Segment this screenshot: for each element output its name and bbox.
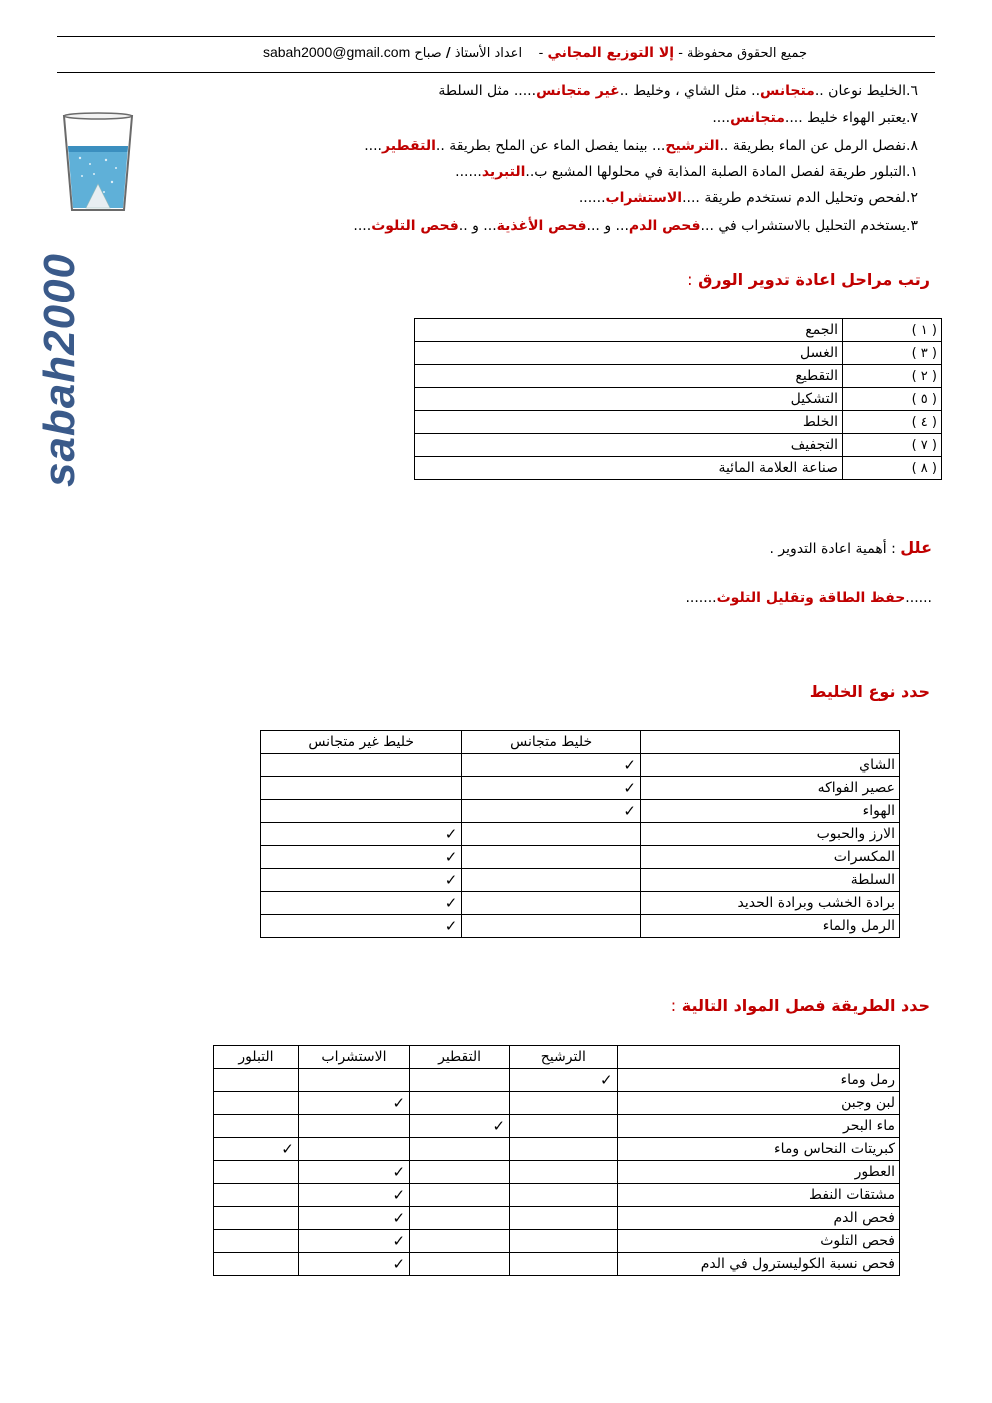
question-line (290, 164, 930, 186)
mixture-item-cell: الهواء (640, 800, 899, 823)
separation-item-cell: فحص الدم (617, 1207, 899, 1230)
separation-row (214, 1161, 900, 1184)
justify-answer: حفظ الطاقة وتقليل التلوث (716, 590, 906, 606)
question-text: .... (712, 110, 731, 126)
separation-title-text: حدد الطريقة فصل المواد التالية (681, 996, 930, 1015)
check-mark-icon: ✓ (444, 825, 458, 843)
mixture-row (261, 915, 900, 938)
mixture-item-cell: الارز والحبوب (640, 823, 899, 846)
question-line (290, 190, 930, 212)
separation-header-cell (617, 1046, 899, 1069)
method-cell (214, 1115, 299, 1138)
answer-text: متجانس (730, 110, 785, 126)
method-cell (298, 1253, 409, 1276)
answer-text: فحص الأغذية (496, 218, 587, 234)
method-cell (410, 1092, 510, 1115)
heterogeneous-cell (261, 823, 462, 846)
separation-row (214, 1230, 900, 1253)
check-mark-icon: ✓ (444, 917, 458, 935)
check-mark-icon: ✓ (392, 1232, 406, 1250)
question-line (290, 138, 930, 160)
method-cell (214, 1184, 299, 1207)
question-text: ... و .. (458, 218, 497, 234)
question-text: يعتبر الهواء خليط .... (784, 110, 906, 126)
answer-text: الترشيح (665, 138, 720, 154)
recycling-title (687, 270, 930, 289)
question-number: ١. (906, 164, 918, 180)
method-cell (214, 1230, 299, 1253)
page-header (57, 44, 807, 66)
separation-header-cell: الترشيح (510, 1046, 618, 1069)
recycling-title-text: رتب مراحل اعادة تدوير الورق (698, 270, 930, 289)
method-cell (410, 1069, 510, 1092)
method-cell (410, 1161, 510, 1184)
watermark (10, 225, 90, 505)
separation-item-cell: لبن وجبن (617, 1092, 899, 1115)
recycling-row (415, 388, 942, 411)
step-cell: الخلط (415, 411, 843, 434)
step-cell: صناعة العلامة المائية (415, 457, 843, 480)
mixture-item-cell: برادة الخشب وبرادة الحديد (640, 892, 899, 915)
answer-dots: ....... (685, 590, 717, 606)
question-line (290, 110, 930, 132)
question-number: ٢. (906, 190, 918, 206)
question-number: ٧. (906, 110, 918, 126)
separation-item-cell: فحص التلوث (617, 1230, 899, 1253)
mixture-table (260, 730, 900, 938)
homogeneous-cell (462, 892, 641, 915)
recycling-table (414, 318, 942, 480)
check-mark-icon: ✓ (600, 1071, 613, 1089)
check-mark-icon: ✓ (392, 1255, 406, 1273)
separation-row (214, 1069, 900, 1092)
answer-text: متجانس (760, 83, 815, 99)
order-cell: ( ٨ ) (843, 457, 942, 480)
question-text: لفحص وتحليل الدم نستخدم طريقة .... (682, 190, 906, 206)
question-text: الخليط نوعان .. (814, 83, 906, 99)
order-cell: ( ٥ ) (843, 388, 942, 411)
separation-item-cell: ماء البحر (617, 1115, 899, 1138)
recycling-row (415, 342, 942, 365)
check-mark-icon: ✓ (392, 1163, 406, 1181)
rights-text: جميع الحقوق محفوظة (687, 46, 807, 61)
method-cell (298, 1161, 409, 1184)
question-text: .... (353, 218, 372, 234)
mixture-row (261, 800, 900, 823)
recycling-row (415, 434, 942, 457)
method-cell (510, 1138, 618, 1161)
separation-row (214, 1184, 900, 1207)
mixture-header-cell (640, 731, 899, 754)
prepared-by-label: اعداد الأستاذ (454, 46, 523, 61)
check-mark-icon: ✓ (444, 848, 458, 866)
answer-text: التبريد (481, 164, 526, 180)
step-cell: الغسل (415, 342, 843, 365)
order-cell: ( ٧ ) (843, 434, 942, 457)
mixture-item-cell: السلطة (640, 869, 899, 892)
separation-row (214, 1138, 900, 1161)
answer-text: التقطير (382, 138, 436, 154)
separation-header-cell: الاستشراب (298, 1046, 409, 1069)
answer-text: فحص الدم (628, 218, 701, 234)
check-mark-icon: ✓ (623, 779, 636, 797)
header-dash: - (678, 46, 683, 61)
step-cell: التشكيل (415, 388, 843, 411)
homogeneous-cell (462, 777, 641, 800)
homogeneous-cell (462, 800, 641, 823)
justify-label: علل (900, 538, 932, 557)
method-cell (298, 1207, 409, 1230)
check-mark-icon: ✓ (444, 871, 458, 889)
question-number: ٣. (906, 218, 918, 234)
header-bottom-rule (57, 72, 935, 73)
separation-header-cell: التبلور (214, 1046, 299, 1069)
step-cell: التجفيف (415, 434, 843, 457)
check-mark-icon: ✓ (281, 1140, 294, 1158)
answer-text: فحص التلوث (371, 218, 459, 234)
method-cell (510, 1184, 618, 1207)
method-cell (410, 1138, 510, 1161)
answer-text: الاستشراب (605, 190, 683, 206)
homogeneous-cell (462, 869, 641, 892)
method-cell (510, 1092, 618, 1115)
method-cell (298, 1069, 409, 1092)
method-cell (298, 1138, 409, 1161)
heterogeneous-cell (261, 869, 462, 892)
answer-dots: ...... (905, 590, 932, 606)
question-text: ...... (455, 164, 482, 180)
method-cell (510, 1253, 618, 1276)
method-cell (214, 1161, 299, 1184)
method-cell (410, 1207, 510, 1230)
separation-item-cell: العطور (617, 1161, 899, 1184)
method-cell (298, 1184, 409, 1207)
separation-row (214, 1092, 900, 1115)
method-cell (410, 1230, 510, 1253)
homogeneous-cell (462, 915, 641, 938)
heterogeneous-cell (261, 754, 462, 777)
recycling-row (415, 319, 942, 342)
method-cell (510, 1207, 618, 1230)
method-cell (298, 1092, 409, 1115)
email-text: sabah2000@gmail.com (262, 44, 411, 60)
method-cell (410, 1253, 510, 1276)
order-cell: ( ٢ ) (843, 365, 942, 388)
question-line (290, 218, 930, 240)
recycling-row (415, 457, 942, 480)
method-cell (510, 1161, 618, 1184)
heterogeneous-cell (261, 846, 462, 869)
separation-item-cell: رمل وماء (617, 1069, 899, 1092)
check-mark-icon: ✓ (444, 894, 458, 912)
question-text: يستخدم التحليل بالاستشراب في ... (700, 218, 906, 234)
check-mark-icon: ✓ (392, 1209, 406, 1227)
homogeneous-cell (462, 846, 641, 869)
mixture-row (261, 846, 900, 869)
question-text: .... (364, 138, 382, 154)
method-cell (214, 1207, 299, 1230)
method-cell (410, 1184, 510, 1207)
teacher-name: صباح (414, 46, 442, 61)
mixture-title (810, 682, 930, 701)
mixture-row (261, 823, 900, 846)
method-cell (510, 1230, 618, 1253)
check-mark-icon: ✓ (392, 1094, 406, 1112)
heterogeneous-cell (261, 777, 462, 800)
justify-question-text: : أهمية اعادة التدوير . (769, 541, 896, 557)
mixture-row (261, 892, 900, 915)
homogeneous-cell (462, 754, 641, 777)
separation-title-colon: : (670, 996, 677, 1015)
mixture-row (261, 754, 900, 777)
header-top-rule (57, 36, 935, 37)
justify-answer-line (685, 590, 932, 606)
question-text: .. مثل الشاي ، وخليط .. (619, 83, 761, 99)
separation-table (213, 1045, 900, 1276)
answer-text: غير متجانس (536, 83, 620, 99)
method-cell (410, 1115, 510, 1138)
check-mark-icon: ✓ (392, 1186, 406, 1204)
recycling-row (415, 365, 942, 388)
question-text: ..... مثل السلطة (438, 83, 537, 99)
method-cell (214, 1069, 299, 1092)
check-mark-icon: ✓ (492, 1117, 506, 1135)
question-number: ٨. (906, 138, 918, 154)
separation-item-cell: كبريتات النحاس وماء (617, 1138, 899, 1161)
heterogeneous-cell (261, 892, 462, 915)
method-cell (510, 1115, 618, 1138)
question-number: ٦. (906, 83, 918, 99)
free-distribution-text: إلا التوزيع المجاني (547, 45, 675, 61)
separation-title (671, 996, 930, 1015)
mixture-row (261, 869, 900, 892)
homogeneous-cell (462, 823, 641, 846)
question-text: ...... (578, 190, 606, 206)
heterogeneous-cell (261, 800, 462, 823)
mixture-title-text: حدد نوع الخليط (809, 682, 930, 701)
method-cell (298, 1230, 409, 1253)
method-cell (214, 1138, 299, 1161)
order-cell: ( ٤ ) (843, 411, 942, 434)
step-cell: الجمع (415, 319, 843, 342)
separation-row (214, 1115, 900, 1138)
justify-question (770, 538, 932, 557)
separation-item-cell: فحص نسبة الكوليسترول في الدم (617, 1253, 899, 1276)
mixture-item-cell: عصير الفواكه (640, 777, 899, 800)
mixture-header-cell: خليط متجانس (462, 731, 641, 754)
method-cell (510, 1069, 618, 1092)
check-mark-icon: ✓ (623, 756, 636, 774)
mixture-item-cell: المكسرات (640, 846, 899, 869)
step-cell: التقطيع (415, 365, 843, 388)
heterogeneous-cell (261, 915, 462, 938)
question-line (290, 83, 930, 105)
separation-header-cell: التقطير (410, 1046, 510, 1069)
header-slash: / (445, 46, 451, 61)
method-cell (214, 1092, 299, 1115)
order-cell: ( ٣ ) (843, 342, 942, 365)
method-cell (298, 1115, 409, 1138)
glass-of-water-illustration (60, 112, 136, 216)
mixture-header-cell: خليط غير متجانس (261, 731, 462, 754)
question-text: ... بينما يفصل الماء عن الملح بطريقة .. (435, 138, 666, 154)
check-mark-icon: ✓ (623, 802, 636, 820)
watermark-text: sabah2000 (35, 252, 84, 488)
question-text: التبلور طريقة لفصل المادة الصلبة المذابة في محلولها المشبع ب.. (525, 164, 906, 180)
header-dash: - (538, 46, 544, 61)
question-text: ... و ... (586, 218, 629, 234)
mixture-header-row (261, 731, 900, 754)
mixture-row (261, 777, 900, 800)
method-cell (214, 1253, 299, 1276)
separation-header-row (214, 1046, 900, 1069)
separation-item-cell: مشتقات النفط (617, 1184, 899, 1207)
mixture-item-cell: الرمل والماء (640, 915, 899, 938)
order-cell: ( ١ ) (843, 319, 942, 342)
question-text: نفصل الرمل عن الماء بطريقة .. (719, 138, 906, 154)
mixture-item-cell: الشاي (640, 754, 899, 777)
separation-row (214, 1207, 900, 1230)
recycling-title-colon: : (687, 270, 693, 289)
recycling-row (415, 411, 942, 434)
separation-row (214, 1253, 900, 1276)
